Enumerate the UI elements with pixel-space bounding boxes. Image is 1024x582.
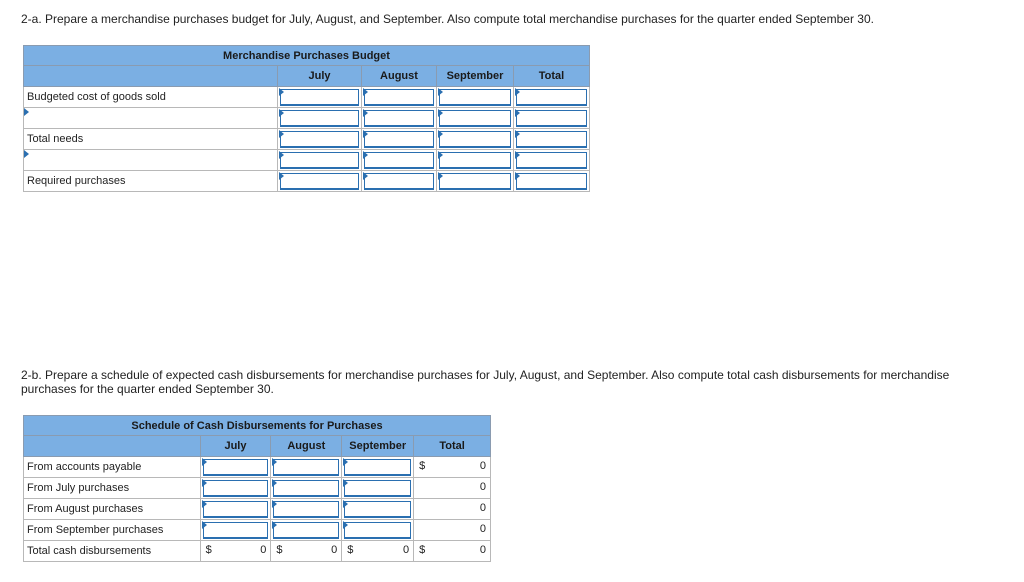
schedule-input-cell[interactable] <box>342 520 414 541</box>
budget-input-cell[interactable] <box>514 129 590 150</box>
budget-input-cell[interactable] <box>437 171 514 192</box>
budget-header-blank <box>24 66 278 87</box>
schedule-input-cell[interactable] <box>200 478 271 499</box>
budget-input-cell[interactable] <box>437 87 514 108</box>
currency-symbol: $ <box>276 544 283 556</box>
input-field[interactable] <box>439 110 511 127</box>
schedule-total-row-cell <box>200 541 271 562</box>
input-field[interactable] <box>280 131 359 148</box>
input-field[interactable] <box>516 152 587 169</box>
input-field[interactable] <box>364 89 434 106</box>
budget-col-total: Total <box>514 66 590 87</box>
input-field[interactable] <box>439 89 511 106</box>
total-row-value: 0 <box>403 544 410 556</box>
schedule-total-cell <box>414 499 491 520</box>
schedule-input-cell[interactable] <box>200 520 271 541</box>
input-field[interactable] <box>439 131 511 148</box>
input-field[interactable] <box>344 501 411 518</box>
budget-input-cell[interactable] <box>362 150 437 171</box>
input-field[interactable] <box>364 173 434 190</box>
schedule-header-blank <box>24 436 201 457</box>
budget-input-cell[interactable] <box>362 108 437 129</box>
budget-input-cell[interactable] <box>278 150 362 171</box>
currency-symbol: $ <box>419 460 426 472</box>
budget-input-cell[interactable] <box>278 87 362 108</box>
dropdown-marker-icon <box>24 150 29 158</box>
total-value: 0 <box>479 460 486 472</box>
input-field[interactable] <box>280 152 359 169</box>
total-value: 0 <box>479 523 486 535</box>
budget-row-label: Required purchases <box>24 171 278 192</box>
schedule-total-row-cell <box>342 541 414 562</box>
budget-input-cell[interactable] <box>437 108 514 129</box>
input-field[interactable] <box>203 459 269 476</box>
budget-title: Merchandise Purchases Budget <box>24 46 590 66</box>
schedule-input-cell[interactable] <box>342 457 414 478</box>
input-field[interactable] <box>273 522 339 539</box>
schedule-total-cell <box>414 520 491 541</box>
total-row-value: 0 <box>331 544 338 556</box>
input-field[interactable] <box>516 131 587 148</box>
schedule-col-july: July <box>200 436 271 457</box>
schedule-input-cell[interactable] <box>271 499 342 520</box>
schedule-input-cell[interactable] <box>342 499 414 520</box>
input-field[interactable] <box>439 173 511 190</box>
question-2a: 2-a. Prepare a merchandise purchases budget for July, August, and September. Also compute total merchandise purchases for the quarter ended September 30. <box>21 12 874 26</box>
schedule-row-label: Total cash disbursements <box>24 541 201 562</box>
merchandise-purchases-budget-table <box>23 45 590 192</box>
schedule-input-cell[interactable] <box>200 499 271 520</box>
input-field[interactable] <box>280 89 359 106</box>
budget-row-label: Budgeted cost of goods sold <box>24 87 278 108</box>
budget-col-september: September <box>437 66 514 87</box>
total-value: 0 <box>479 502 486 514</box>
input-field[interactable] <box>344 522 411 539</box>
input-field[interactable] <box>364 152 434 169</box>
schedule-input-cell[interactable] <box>200 457 271 478</box>
input-field[interactable] <box>203 480 269 497</box>
input-field[interactable] <box>273 480 339 497</box>
budget-row-label-input[interactable] <box>24 150 278 171</box>
schedule-input-cell[interactable] <box>271 478 342 499</box>
total-row-value: 0 <box>260 544 267 556</box>
budget-row-label: Total needs <box>24 129 278 150</box>
input-field[interactable] <box>344 480 411 497</box>
cash-disbursements-schedule-table <box>23 415 491 562</box>
schedule-row-label: From August purchases <box>24 499 201 520</box>
schedule-col-september: September <box>342 436 414 457</box>
total-row-value: 0 <box>479 544 486 556</box>
input-field[interactable] <box>344 459 411 476</box>
schedule-col-total: Total <box>414 436 491 457</box>
input-field[interactable] <box>364 110 434 127</box>
input-field[interactable] <box>280 110 359 127</box>
input-field[interactable] <box>203 522 269 539</box>
schedule-row-label: From July purchases <box>24 478 201 499</box>
budget-input-cell[interactable] <box>362 87 437 108</box>
total-value: 0 <box>479 481 486 493</box>
budget-input-cell[interactable] <box>278 171 362 192</box>
budget-input-cell[interactable] <box>514 108 590 129</box>
input-field[interactable] <box>516 89 587 106</box>
budget-input-cell[interactable] <box>278 108 362 129</box>
budget-input-cell[interactable] <box>514 171 590 192</box>
schedule-row-label: From September purchases <box>24 520 201 541</box>
schedule-total-cell <box>414 478 491 499</box>
currency-symbol: $ <box>205 544 212 556</box>
schedule-col-august: August <box>271 436 342 457</box>
budget-input-cell[interactable] <box>514 150 590 171</box>
budget-input-cell[interactable] <box>362 129 437 150</box>
schedule-input-cell[interactable] <box>271 520 342 541</box>
budget-col-august: August <box>362 66 437 87</box>
budget-col-july: July <box>278 66 362 87</box>
schedule-total-row-cell <box>271 541 342 562</box>
schedule-input-cell[interactable] <box>342 478 414 499</box>
input-field[interactable] <box>203 501 269 518</box>
schedule-row-label: From accounts payable <box>24 457 201 478</box>
input-field[interactable] <box>364 131 434 148</box>
input-field[interactable] <box>273 501 339 518</box>
input-field[interactable] <box>516 173 587 190</box>
input-field[interactable] <box>439 152 511 169</box>
schedule-total-cell <box>414 457 491 478</box>
question-2b: 2-b. Prepare a schedule of expected cash disbursements for merchandise purchases for July, August, and September. Also compute total cash disbursements for merchandise purchases for the quarter ended September 30. <box>21 368 950 396</box>
input-field[interactable] <box>273 459 339 476</box>
budget-row-label-input[interactable] <box>24 108 278 129</box>
schedule-title: Schedule of Cash Disbursements for Purchases <box>24 416 491 436</box>
input-field[interactable] <box>280 173 359 190</box>
currency-symbol: $ <box>419 544 426 556</box>
currency-symbol: $ <box>347 544 354 556</box>
schedule-total-row-cell <box>414 541 491 562</box>
budget-input-cell[interactable] <box>514 87 590 108</box>
budget-input-cell[interactable] <box>437 129 514 150</box>
budget-input-cell[interactable] <box>437 150 514 171</box>
budget-input-cell[interactable] <box>278 129 362 150</box>
budget-input-cell[interactable] <box>362 171 437 192</box>
input-field[interactable] <box>516 110 587 127</box>
dropdown-marker-icon <box>24 108 29 116</box>
schedule-input-cell[interactable] <box>271 457 342 478</box>
